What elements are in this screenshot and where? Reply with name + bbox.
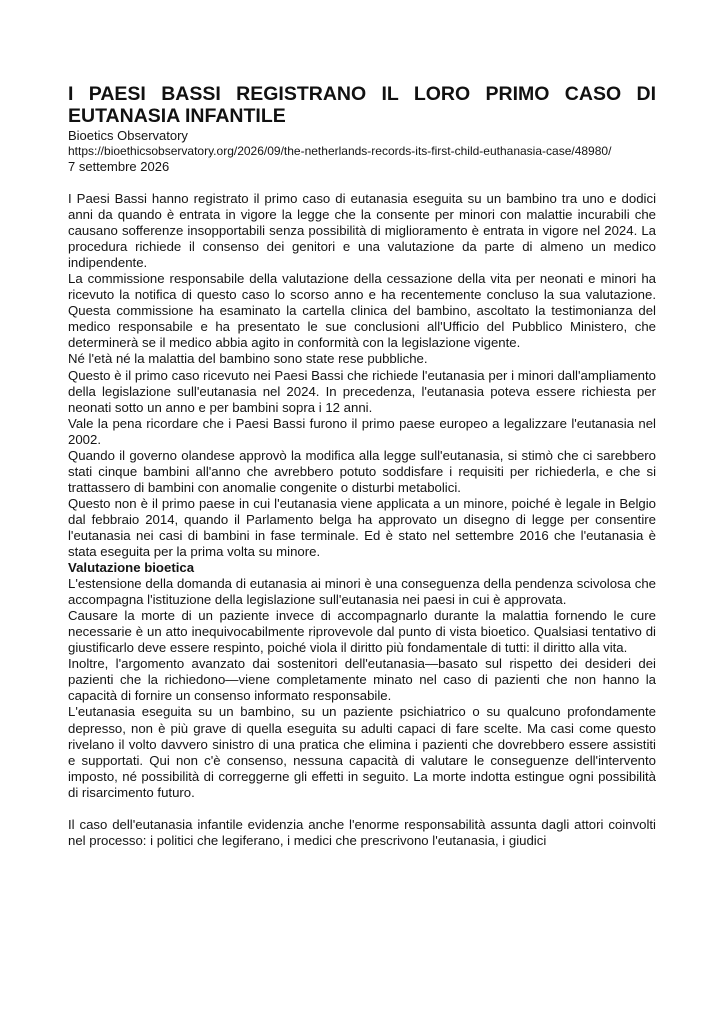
article-title: I PAESI BASSI REGISTRANO IL LORO PRIMO CASO DI EUTANASIA INFANTILE [68, 83, 656, 127]
paragraph: Né l'età né la malattia del bambino sono state rese pubbliche. [68, 351, 428, 367]
article-url: https://bioethicsobservatory.org/2026/09/the-netherlands-records-its-first-child-euthanasia-case/48980/ [68, 144, 612, 158]
paragraph: Vale la pena ricordare che i Paesi Bassi furono il primo paese europeo a legalizzare l'eutanasia nel 2002. [68, 415, 656, 447]
paragraph-gap [68, 801, 656, 817]
closing-paragraph: Il caso dell'eutanasia infantile evidenzia anche l'enorme responsabilità assunta dagli attori coinvolti nel processo: i politici che legiferano, i medici che prescrivono l'eutanasia, i giudici [68, 816, 656, 848]
section-paragraph: L'eutanasia eseguita su un bambino, su un paziente psichiatrico o su qualcuno profondamente depresso, non è più grave di quella eseguita su adulti capaci di fare scelte. Ma casi come questo rivelano il volto davvero sinistro di una pratica che elimina i pazienti che dovrebbero essere assistiti e supportati. Qui non c'è consenso, nessuna capacità di valutare le conseguenze dell'intervento imposto, né possibilità di correggerne gli effetti in seguito. La morte indotta estingue ogni possibilità di risarcimento futuro. [68, 704, 656, 800]
paragraph: Quando il governo olandese approvò la modifica alla legge sull'eutanasia, si stimò che ci sarebbero stati cinque bambini all'anno che avrebbero potuto soddisfare i requisiti per richiederla, e che si trattassero di bambini con anomalie congenite o disturbi metabolici. [68, 447, 656, 495]
section-heading: Valutazione bioetica [68, 560, 195, 576]
header-spacer [68, 175, 656, 191]
section-paragraph: L'estensione della domanda di eutanasia ai minori è una conseguenza della pendenza scivolosa che accompagna l'istituzione della legislazione sull'eutanasia nei paesi in cui è approvata. [68, 576, 656, 608]
paragraph: I Paesi Bassi hanno registrato il primo caso di eutanasia eseguita su un bambino tra uno e dodici anni da quando è entrata in vigore la legge che la consente per minori con malattie incurabili che causano sofferenze insopportabili senza possibilità di miglioramento è entrata in vigore nel 2024. La procedura richiede il consenso dei genitori e una valutazione da parte di almeno un medico indipendente. [68, 191, 656, 271]
paragraph: La commissione responsabile della valutazione della cessazione della vita per neonati e minori ha ricevuto la notifica di questo caso lo scorso anno e ha recentemente concluso la sua valutazione. Questa commissione ha esaminato la cartella clinica del bambino, ascoltato la testimonianza del medico responsabile e ha presentato le sue conclusioni all'Ufficio del Pubblico Ministero, che determinerà se il medico abbia agito in conformità con la legislazione vigente. [68, 271, 656, 351]
paragraph: Questo non è il primo paese in cui l'eutanasia viene applicata a un minore, poiché è legale in Belgio dal febbraio 2014, quando il Parlamento belga ha approvato un disegno di legge per consentire l'eutanasia nei casi di bambini in fase terminale. Ed è stato nel settembre 2016 che l'eutanasia è stata eseguita per la prima volta su minore. [68, 495, 656, 560]
section-paragraph: Causare la morte di un paziente invece di accompagnarlo durante la malattia fornendo le cure necessarie è un atto inequivocabilmente riprovevole dal punto di vista bioetico. Qualsiasi tentativo di giustificarlo deve essere respinto, poiché viola il diritto più fondamentale di tutti: il diritto alla vita. [68, 608, 656, 656]
section-paragraph: Inoltre, l'argomento avanzato dai sostenitori dell'eutanasia—basato sul rispetto dei desideri dei pazienti che la richiedono—viene completamente minato nel caso di pazienti che non hanno la capacità di fornire un consenso informato responsabile. [68, 656, 656, 704]
article-source: Bioetics Observatory [68, 128, 188, 143]
paragraph: Questo è il primo caso ricevuto nei Paesi Bassi che richiede l'eutanasia per i minori dall'ampliamento della legislazione sull'eutanasia nel 2024. In precedenza, l'eutanasia poteva essere richiesta per neonati sotto un anno e per bambini sopra i 12 anni. [68, 367, 656, 415]
article-date: 7 settembre 2026 [68, 159, 170, 174]
article-body [68, 191, 656, 849]
document-page [68, 83, 656, 849]
